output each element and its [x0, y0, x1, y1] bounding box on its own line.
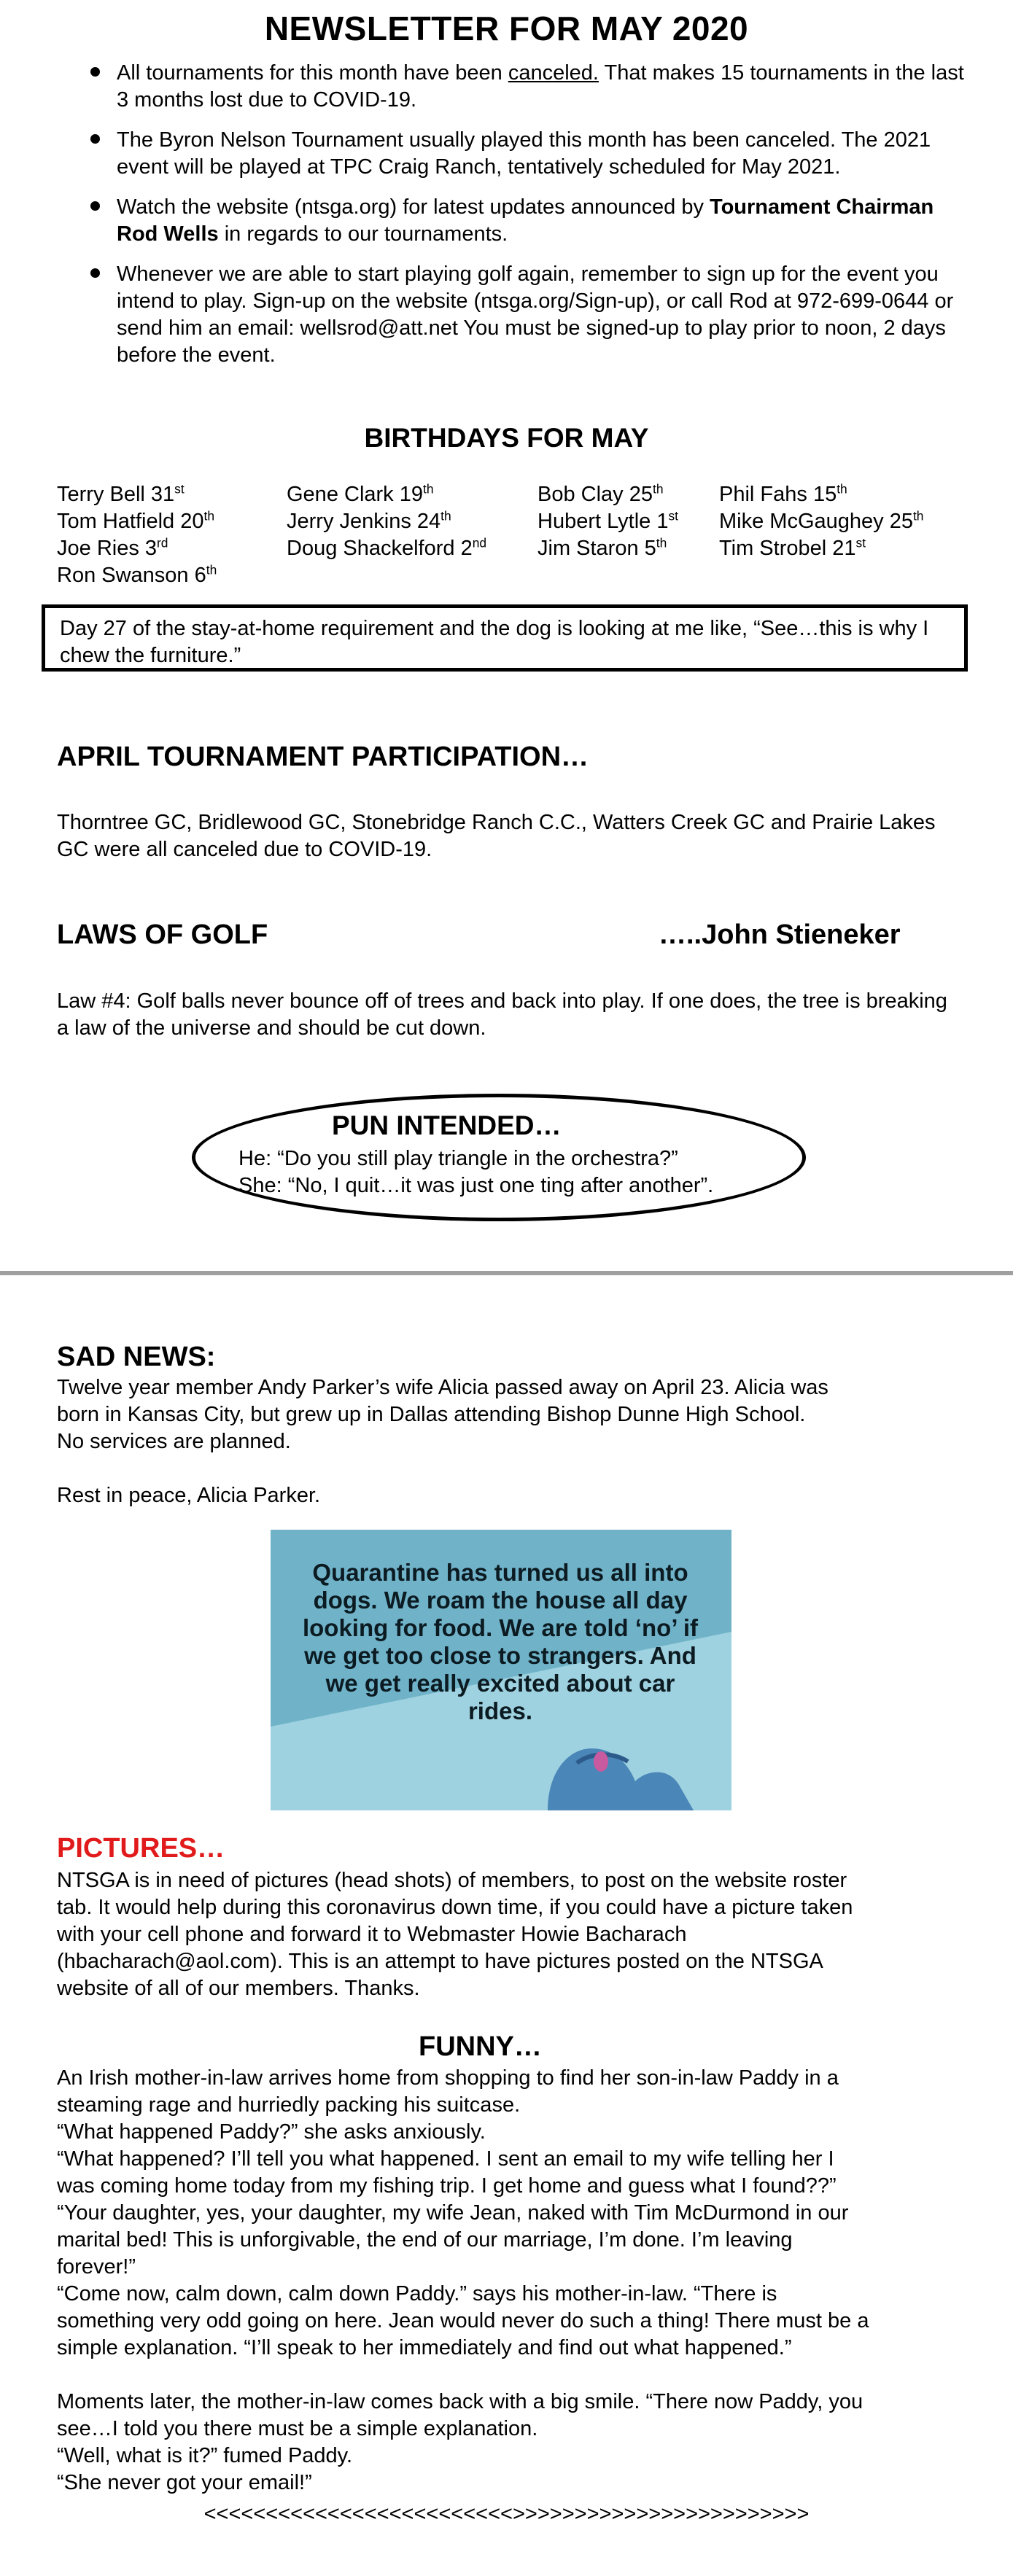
birthday-entry: Bob Clay 25th — [537, 481, 664, 506]
pun-line-she: She: “No, I quit…it was just one ting after another”. — [238, 1174, 714, 1197]
birthday-entry: Phil Fahs 15th — [719, 481, 847, 506]
chairman-name: Tournament Chairman Rod Wells — [117, 195, 934, 246]
announcement-list — [0, 60, 1013, 382]
canceled-underlined: canceled. — [508, 61, 599, 85]
birthday-entry: Jerry Jenkins 24th — [287, 508, 451, 533]
birthday-column-2 — [287, 481, 486, 562]
list-item: Whenever we are able to start playing golf again, remember to sign up for the event you intend to play. Sign-up on the website (ntsga.org/Sign-up), or call Rod at 972-699-0644 or send him an email: wellsrod@att.net You must be signed-up to play prior to noon, 2 days before the event. — [0, 261, 1013, 369]
pun-line-he: He: “Do you still play triangle in the orchestra?” — [238, 1147, 678, 1170]
birthday-entry: Terry Bell 31st — [57, 481, 185, 506]
pictures-text: NTSGA is in need of pictures (head shots) of members, to post on the website roster tab. It would help during this coronavirus down time, if you could have a picture taken with your cell phone and forward it to Webmaster Howie Bacharach (hbacharach@aol.com). This is an attempt to have pictures posted on the NTSGA website of all of our members. Thanks. — [57, 1869, 853, 2000]
birthday-column-1 — [57, 481, 217, 589]
birthday-column-4 — [719, 481, 923, 562]
laws-author: …..John Stieneker — [659, 919, 901, 950]
section-divider — [0, 1271, 1013, 1275]
bullet-icon — [90, 67, 100, 77]
pun-heading: PUN INTENDED… — [332, 1110, 562, 1140]
sad-news-text: Twelve year member Andy Parker’s wife Alicia passed away on April 23. Alicia was born in Kansas City, but grew up in Dallas attending Bishop Dunne High School. No services are planned. Rest in peace, Alicia Parker. — [57, 1374, 976, 1509]
funny-text: An Irish mother-in-law arrives home from shopping to find her son-in-law Paddy in a steaming rage and hurriedly packing his suitcase. “What happened Paddy?” she asks anxiously. “What happened? I’ll tell you what happened. I sent an email to my wife telling her I was coming home today from my fishing trip. I get home and guess what I found??” “Your daughter, yes, your daughter, my wife Jean, naked with Tim McDurmond in our marital bed! This is unforgivable, the end of our marriage, I’m done. I’m leaving forever!” “Come now, calm down, calm down Paddy.” says his mother-in-law. “There is something very odd going on here. Jean would never do such a thing! There must be a simple explanation. “I’ll speak to her immediately and find out what happened.” Moments later, the mother-in-law comes back with a big smile. “There now Paddy, you see…I told you there must be a simple explanation. “Well, what is it?” fumed Paddy. “She never got your email!” — [57, 2066, 869, 2494]
quarantine-meme-image — [271, 1530, 731, 1810]
birthday-entry: Hubert Lytle 1st — [537, 508, 678, 533]
birthday-entry: Doug Shackelford 2nd — [287, 535, 487, 560]
end-marker: <<<<<<<<<<<<<<<<<<<<<<<<<>>>>>>>>>>>>>>>>>>>>>>>> — [203, 2502, 810, 2526]
stay-at-home-box: Day 27 of the stay-at-home requirement and the dog is looking at me like, “See…this is why I chew the furniture.” — [42, 604, 968, 672]
birthday-entry: Gene Clark 19th — [287, 481, 434, 506]
sad-news-heading: SAD NEWS: — [57, 1342, 216, 1372]
rest-in-peace: Rest in peace, Alicia Parker. — [57, 1484, 321, 1507]
bullet-icon — [90, 134, 100, 144]
birthday-entry: Tom Hatfield 20th — [57, 508, 215, 533]
funny-heading: FUNNY… — [419, 2031, 542, 2062]
birthday-entry: Joe Ries 3rd — [57, 535, 168, 560]
list-item: All tournaments for this month have been canceled. That makes 15 tournaments in the last 3 months lost due to COVID-19. — [0, 60, 1013, 114]
birthday-entry: Jim Staron 5th — [537, 535, 667, 560]
april-text: Thorntree GC, Bridlewood GC, Stonebridge Ranch C.C., Watters Creek GC and Prairie Lakes GC were all canceled due to COVID-19. — [57, 811, 936, 861]
april-heading: APRIL TOURNAMENT PARTICIPATION… — [57, 742, 589, 772]
meme-text: Quarantine has turned us all into dogs. We roam the house all day looking for food. We are told ‘no’ if we get too close to strangers. And we get really excited about car rides. — [302, 1559, 699, 1724]
bullet-icon — [90, 201, 100, 211]
list-item: The Byron Nelson Tournament usually played this month has been canceled. The 2021 event will be played at TPC Craig Ranch, tentatively scheduled for May 2021. — [0, 127, 1013, 181]
birthdays-heading: BIRTHDAYS FOR MAY — [364, 423, 649, 453]
birthday-entry: Ron Swanson 6th — [57, 562, 217, 587]
bullet-icon — [90, 268, 100, 278]
pictures-heading: PICTURES… — [57, 1833, 225, 1864]
laws-heading: LAWS OF GOLF — [57, 919, 268, 950]
birthday-column-3 — [537, 481, 678, 562]
list-item: Watch the website (ntsga.org) for latest updates announced by Tournament Chairman Rod Wells in regards to our tournaments. — [0, 194, 1013, 248]
page-title: NEWSLETTER FOR MAY 2020 — [264, 9, 749, 47]
birthday-entry: Tim Strobel 21st — [719, 535, 866, 560]
birthday-entry: Mike McGaughey 25th — [719, 508, 924, 533]
laws-text: Law #4: Golf balls never bounce off of trees and back into play. If one does, the tree is breaking a law of the universe and should be cut down. — [57, 989, 947, 1040]
